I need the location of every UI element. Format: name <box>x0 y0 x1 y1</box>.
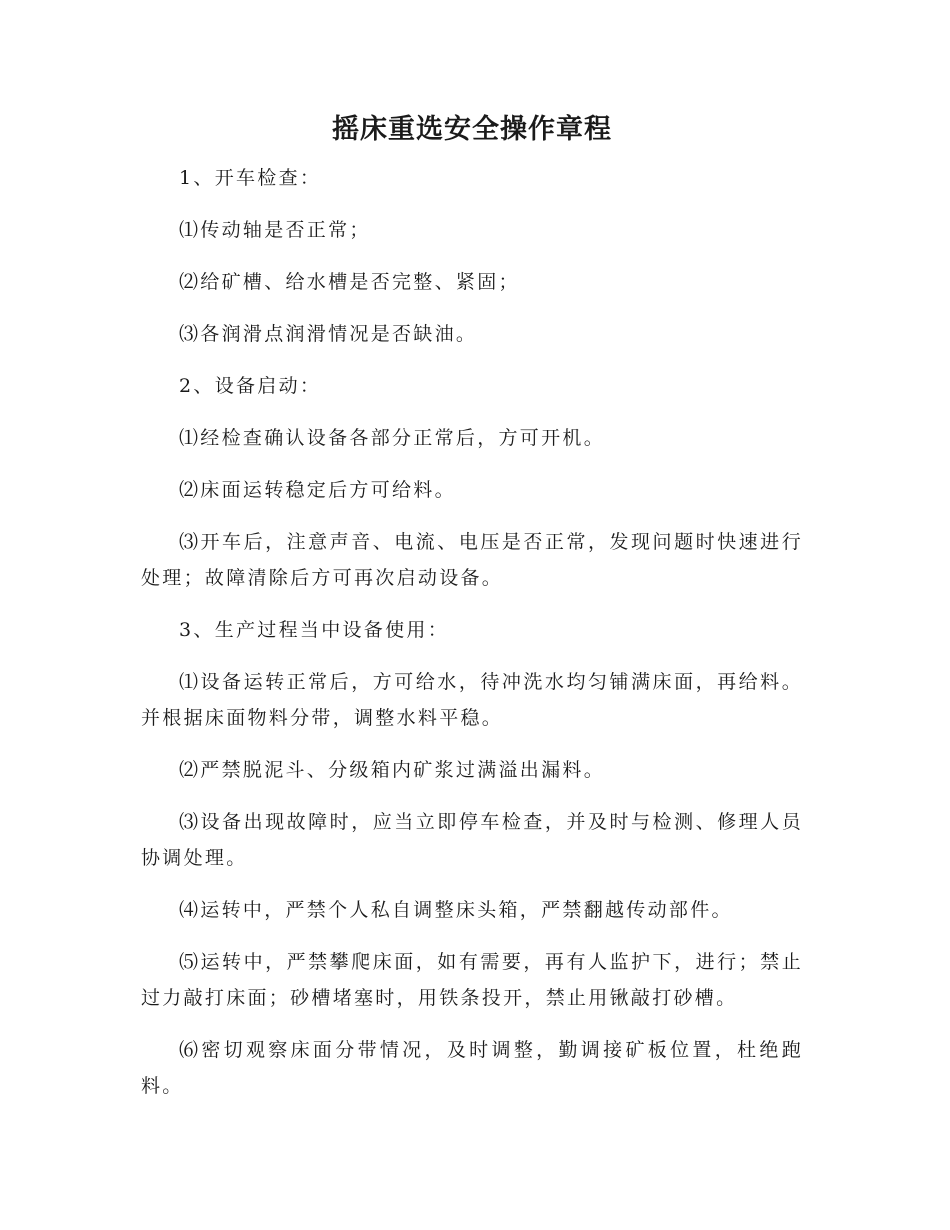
document-page <box>141 100 803 1120</box>
list-item: ⑶开车后，注意声音、电流、电压是否正常，发现问题时快速进行处理；故障清除后方可再次启动设备。 <box>141 531 803 589</box>
section-heading-equipment-start: 2、设备启动： <box>179 375 322 397</box>
list-item: ⑹密切观察床面分带情况，及时调整，勤调接矿板位置，杜绝跑料。 <box>141 1039 803 1097</box>
list-item: ⑷运转中，严禁个人私自调整床头箱，严禁翻越传动部件。 <box>179 899 733 921</box>
list-item: ⑶设备出现故障时，应当立即停车检查，并及时与检测、修理人员协调处理。 <box>141 811 803 869</box>
list-item: ⑵严禁脱泥斗、分级箱内矿浆过满溢出漏料。 <box>179 759 606 781</box>
list-item: ⑵床面运转稳定后方可给料。 <box>179 479 456 501</box>
list-item: ⑴传动轴是否正常； <box>179 219 371 241</box>
list-item: ⑶各润滑点润滑情况是否缺油。 <box>179 323 478 345</box>
list-item: ⑸运转中，严禁攀爬床面，如有需要，再有人监护下，进行；禁止过力敲打床面；砂槽堵塞时，用铁条投开，禁止用锹敲打砂槽。 <box>141 951 803 1009</box>
section-heading-production-use: 3、生产过程当中设备使用： <box>179 619 449 641</box>
document-title: 摇床重选安全操作章程 <box>332 114 612 145</box>
list-item: ⑴设备运转正常后，方可给水，待冲洗水均匀铺满床面，再给料。并根据床面物料分带，调整水料平稳。 <box>141 671 803 729</box>
section-heading-startup-check: 1、开车检查： <box>179 167 322 189</box>
list-item: ⑵给矿槽、给水槽是否完整、紧固； <box>179 271 520 293</box>
list-item: ⑴经检查确认设备各部分正常后，方可开机。 <box>179 427 606 449</box>
